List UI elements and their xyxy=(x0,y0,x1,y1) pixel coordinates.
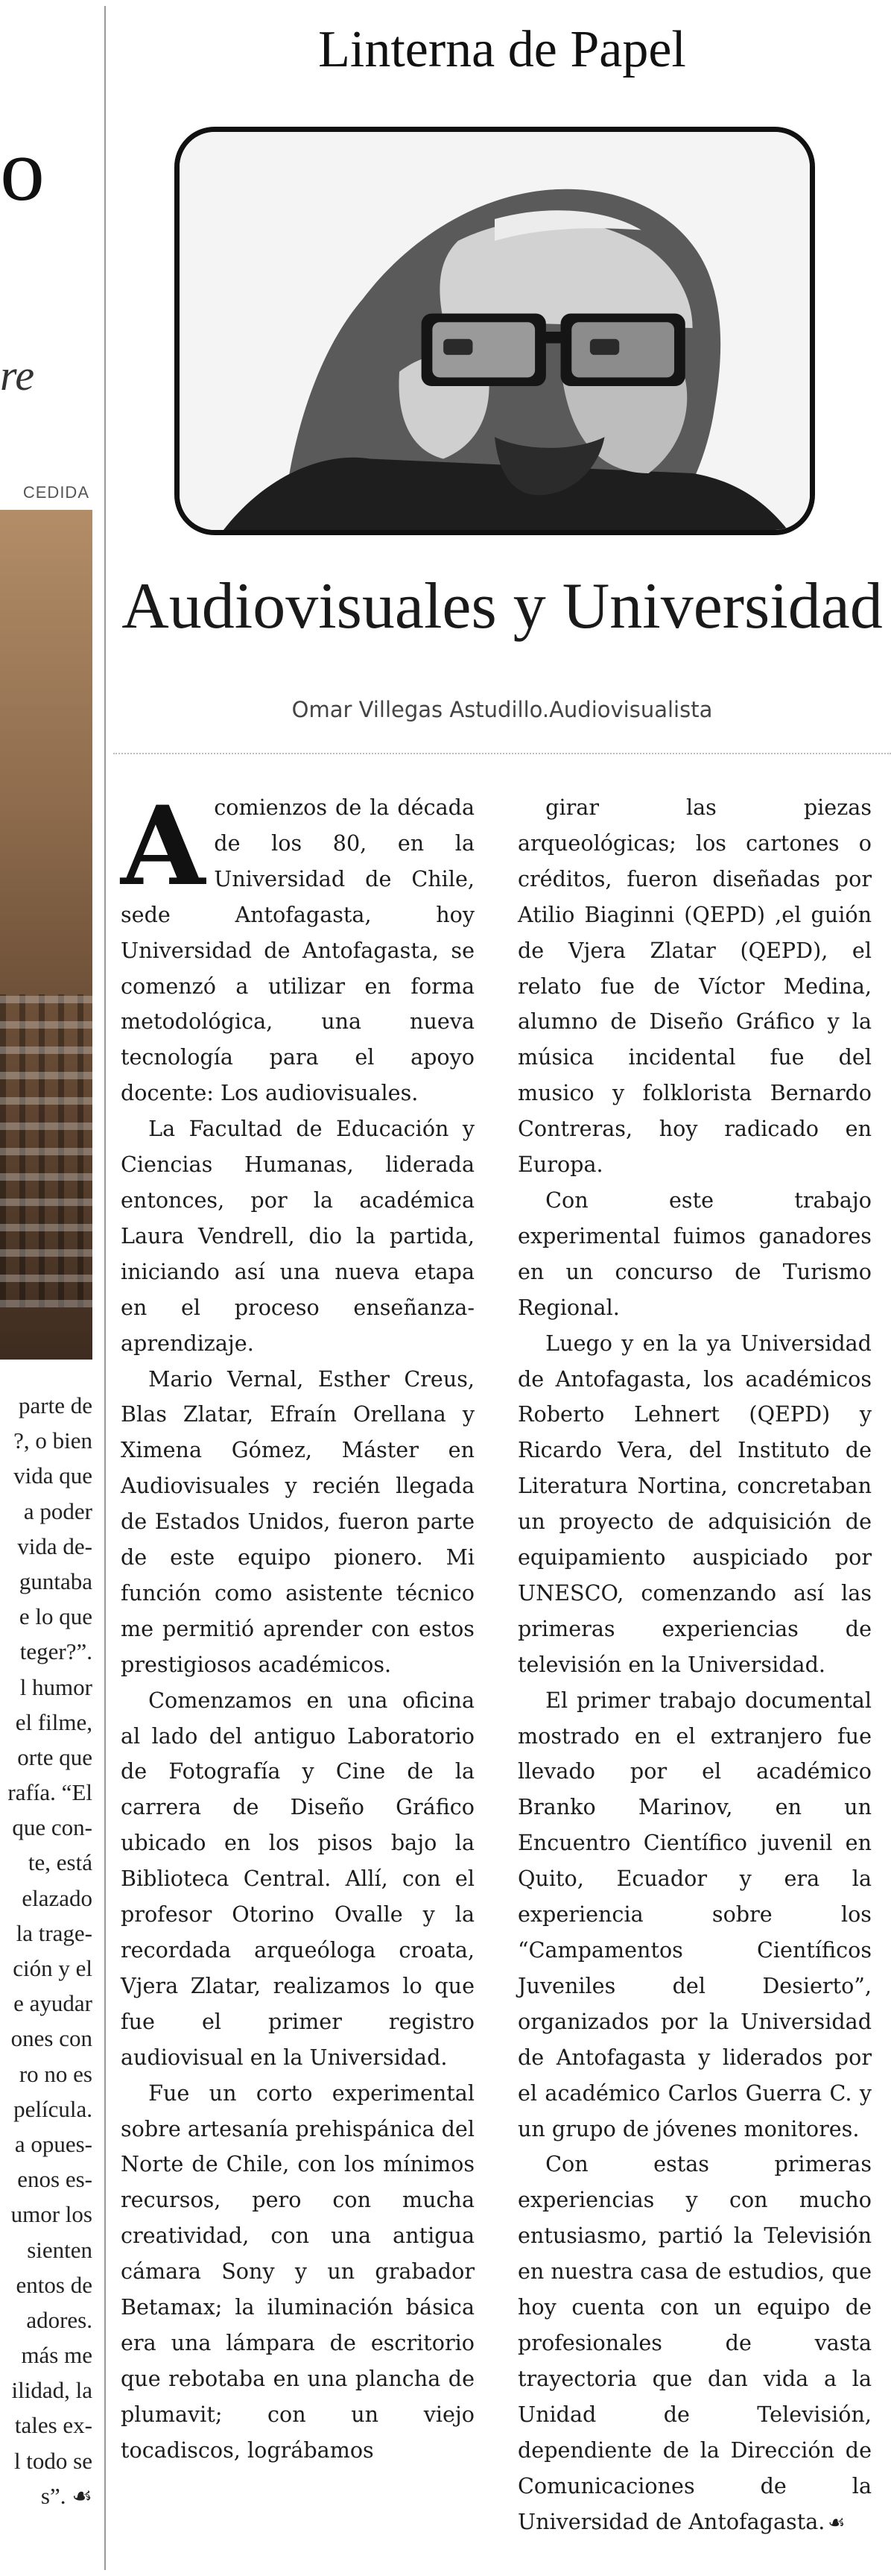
adjacent-text-line: película. xyxy=(13,2095,92,2122)
paragraph-text: Con estas primeras experiencias y con mucho entusiasmo, partió la Televisión en nuestra casa de estudios, que hoy cuenta con un equipo de profesionales de vasta trayectoria que dan vida a la Unidad de Televisión, dependiente de la Dirección de Comunicaciones de la Universidad de Antofagasta. xyxy=(518,2151,872,2534)
drop-cap: A xyxy=(121,783,206,910)
adjacent-text-line: enos es- xyxy=(17,2166,92,2193)
column-divider xyxy=(104,6,106,2570)
paragraph xyxy=(121,1362,475,1683)
adjacent-text-line: l todo se xyxy=(13,2447,92,2474)
adjacent-text-line: te, está xyxy=(28,1849,92,1876)
paragraph-text: Con este trabajo experimental fuimos ganadores en un concurso de Turismo Regional. xyxy=(518,1187,872,1320)
paragraph-text: La Facultad de Educación y Ciencias Humanas, liderada entonces, por la académica Laura Vendrell, dio la partida, iniciando así una nueva etapa en el proceso enseñanza-aprendizaje. xyxy=(121,1116,475,1356)
paragraph-text: girar las piezas arqueológicas; los cartones o créditos, fueron diseñadas por Atilio Biaginni (QEPD) ,el guión de Vjera Zlatar (QEPD), el relato fue de Víctor Medina, alumno de Diseño Gráfico y la música incidental fue del musico y folklorista Bernardo Contreras, hoy radicado en Europa. xyxy=(518,795,872,1178)
adjacent-text-line: la trage- xyxy=(16,1919,92,1946)
adjacent-text-line: entos de xyxy=(16,2271,92,2298)
paragraph xyxy=(121,1111,475,1361)
paragraph xyxy=(518,1183,872,1326)
paragraph xyxy=(121,1683,475,2076)
end-of-article-mark: ☙ xyxy=(828,2511,846,2534)
paragraph xyxy=(518,2147,872,2541)
adjacent-text-line: ones con xyxy=(10,2025,92,2052)
adjacent-subtitle-fragment: re xyxy=(0,351,35,400)
adjacent-text-line: adores. xyxy=(26,2306,92,2333)
adjacent-headline-fragment: o xyxy=(0,120,45,219)
section-title: Linterna de Papel xyxy=(318,21,686,78)
film-reels-image xyxy=(0,994,92,1307)
photo-credit: CEDIDA xyxy=(22,483,89,502)
adjacent-text-line: rafía. “El xyxy=(7,1779,92,1806)
paragraph-text: Fue un corto experimental sobre artesanía prehispánica del Norte de Chile, con los mínimos recursos, pero con mucha creatividad, con una antigua cámara Sony y un grabador Betamax; la iluminación básica era una lámpara de escritorio que rebotaba en una plancha de plumavit; con un viejo tocadiscos, lográbamos xyxy=(121,2080,475,2463)
adjacent-text-line: que con- xyxy=(12,1814,92,1841)
adjacent-text-line: vida de- xyxy=(17,1532,92,1559)
adjacent-text-line: a opues- xyxy=(14,2130,92,2157)
paragraph-text: comienzos de la década de los 80, en la Universidad de Chile, sede Antofagasta, hoy Universidad de Antofagasta, se comenzó a utilizar en forma metodológica, una nueva tecnología para el apoyo docente: Los audiovisuales. xyxy=(121,795,475,1106)
paragraph-text: Luego y en la ya Universidad de Antofagasta, los académicos Roberto Lehnert (QEPD) y Ricardo Vera, del Instituto de Literatura Nortina, concretaban un proyecto de adquisición de equipamiento auspiciado por UNESCO, comenzando así las primeras experiencias de televisión en la Universidad. xyxy=(518,1330,872,1677)
paragraph xyxy=(518,790,872,1183)
adjacent-text-line: teger?”. xyxy=(19,1638,92,1665)
paragraph-text: El primer trabajo documental mostrado en el extranjero fue llevado por el académico Branko Marinov, en un Encuentro Científico juvenil en Quito, Ecuador y era la experiencia sobre los “Campamentos Científicos Juveniles del Desierto”, organizados por la Universidad de Antofagasta y liderados por el académico Carlos Guerra C. y un grupo de jóvenes monitores. xyxy=(518,1687,872,2141)
body-column-1 xyxy=(121,783,475,2469)
author-portrait xyxy=(174,127,815,535)
portrait-illustration xyxy=(180,132,810,530)
adjacent-text-line: ción y el xyxy=(13,1955,92,1981)
adjacent-text-line: orte que xyxy=(17,1743,92,1770)
adjacent-text-line: vida que xyxy=(13,1462,92,1489)
adjacent-body-text xyxy=(0,1388,92,2513)
paragraph xyxy=(518,1683,872,2147)
adjacent-text-line: ilidad, la xyxy=(11,2377,92,2404)
adjacent-text-line: sienten xyxy=(27,2236,92,2263)
adjacent-text-line: a poder xyxy=(23,1497,92,1524)
adjacent-text-line: más me xyxy=(21,2342,92,2369)
adjacent-text-line: e lo que xyxy=(19,1603,92,1630)
adjacent-text-line: s”. ☙ xyxy=(40,2482,92,2509)
adjacent-text-line: elazado xyxy=(22,1884,92,1911)
article xyxy=(113,0,891,2576)
headline: Audiovisuales y Universidad xyxy=(121,570,883,643)
adjacent-article-strip xyxy=(0,0,95,2576)
paragraph xyxy=(121,2076,475,2469)
adjacent-text-line: e ayudar xyxy=(13,1990,92,2017)
adjacent-text-line: ?, o bien xyxy=(13,1427,92,1454)
dotted-rule xyxy=(113,753,891,754)
adjacent-text-line: el filme, xyxy=(15,1708,92,1735)
byline: Omar Villegas Astudillo.Audiovisualista xyxy=(291,697,713,722)
paragraph xyxy=(518,1326,872,1683)
adjacent-text-line: umor los xyxy=(10,2201,92,2228)
adjacent-text-line: tales ex- xyxy=(14,2412,92,2439)
paragraph-text: Mario Vernal, Esther Creus, Blas Zlatar, Efraín Orellana y Ximena Gómez, Máster en Audiovisuales y recién llegada de Estados Unidos, fueron parte de este equipo pionero. Mi función como asistente técnico me permitió aprender con estos prestigiosos académicos. xyxy=(121,1366,475,1677)
adjacent-photo xyxy=(0,510,92,1360)
paragraph xyxy=(121,783,475,1111)
adjacent-text-line: parte de xyxy=(19,1392,92,1418)
adjacent-text-line: guntaba xyxy=(19,1568,92,1594)
body-column-2 xyxy=(518,790,872,2541)
paragraph-text: Comenzamos en una oficina al lado del antiguo Laboratorio de Fotografía y Cine de la carrera de Diseño Gráfico ubicado en los pisos bajo la Biblioteca Central. Allí, con el profesor Otorino Ovalle y la recordada arqueóloga croata, Vjera Zlatar, realizamos lo que fue el primer registro audiovisual en la Universidad. xyxy=(121,1687,475,2070)
adjacent-text-line: l humor xyxy=(19,1673,92,1700)
adjacent-text-line: ro no es xyxy=(19,2060,92,2087)
